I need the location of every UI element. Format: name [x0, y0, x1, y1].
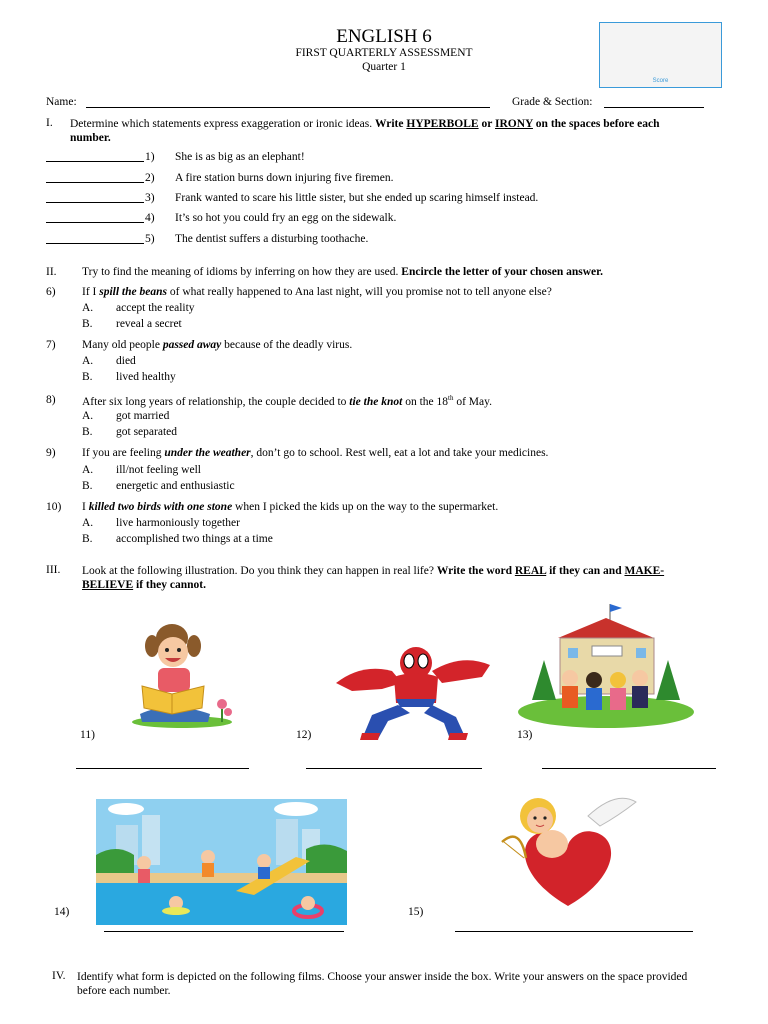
choice-9b-letter[interactable]: B. [82, 480, 93, 492]
choice-6a-letter[interactable]: A. [82, 302, 94, 314]
part2-instructions: Try to find the meaning of idioms by inferring on how they are used. Encircle the letter of your chosen answer. [82, 266, 604, 278]
choice-8b[interactable]: got separated [116, 426, 177, 438]
page-title: ENGLISH 6 [336, 26, 432, 47]
irony-keyword: IRONY [495, 118, 533, 130]
choice-10b-letter[interactable]: B. [82, 533, 93, 545]
answer-blank-2[interactable] [46, 182, 144, 183]
question-9: If you are feeling under the weather, don’t go to school. Rest well, eat a lot and take your medicines. [82, 447, 549, 459]
part1-number: I. [46, 117, 53, 129]
hyperbole-keyword: HYPERBOLE [406, 118, 479, 130]
swimming-pool-illustration [96, 799, 347, 925]
answer-blank-15[interactable] [455, 931, 693, 932]
item-15-label: 15) [408, 906, 424, 918]
answer-blank-1[interactable] [46, 161, 144, 162]
choice-9b[interactable]: energetic and enthusiastic [116, 480, 235, 492]
answer-blank-11[interactable] [76, 768, 249, 769]
choice-7b-letter[interactable]: B. [82, 371, 93, 383]
item-12-label: 12) [296, 729, 312, 741]
girl-reading-illustration [130, 622, 238, 728]
grade-section-field[interactable] [604, 107, 704, 108]
choice-7a-letter[interactable]: A. [82, 355, 94, 367]
answer-blank-14[interactable] [104, 931, 344, 932]
name-label: Name: [46, 96, 77, 108]
answer-blank-5[interactable] [46, 243, 144, 244]
assessment-subtitle: FIRST QUARTERLY ASSESSMENT [295, 47, 473, 59]
item-14-label: 14) [54, 906, 70, 918]
cupid-heart-illustration [496, 786, 640, 908]
choice-8a[interactable]: got married [116, 410, 170, 422]
question-8: After six long years of relationship, the couple decided to tie the knot on the 18th of May. [82, 394, 493, 408]
idiom-7: passed away [162, 339, 222, 351]
spiderman-illustration [332, 643, 492, 741]
answer-blank-12[interactable] [306, 768, 482, 769]
idiom-6: spill the beans [99, 286, 167, 298]
choice-6a[interactable]: accept the reality [116, 302, 195, 314]
idiom-10: killed two birds with one stone [88, 501, 233, 513]
quarter-label: Quarter 1 [362, 61, 406, 73]
choice-8b-letter[interactable]: B. [82, 426, 93, 438]
part1-instructions: Determine which statements express exaggeration or ironic ideas. Write HYPERBOLE or IRONY on the spaces before each number. [70, 118, 660, 144]
choice-8a-letter[interactable]: A. [82, 410, 94, 422]
part3-instructions: Look at the following illustration. Do you think they can happen in real life? Write the word REAL if they can and MAKE- BELIEVE if they cannot. [82, 565, 665, 591]
score-box[interactable] [599, 22, 722, 88]
name-field[interactable] [86, 107, 490, 108]
choice-9a[interactable]: ill/not feeling well [116, 464, 201, 476]
item-11-label: 11) [80, 729, 95, 741]
choice-7b[interactable]: lived healthy [116, 371, 176, 383]
answer-blank-4[interactable] [46, 222, 144, 223]
choice-6b-letter[interactable]: B. [82, 318, 93, 330]
choice-10b[interactable]: accomplished two things at a time [116, 533, 273, 545]
choice-10a[interactable]: live harmoniously together [116, 517, 240, 529]
question-7: Many old people passed away because of the deadly virus. [82, 339, 353, 351]
choice-10a-letter[interactable]: A. [82, 517, 94, 529]
idiom-9: under the weather [164, 447, 251, 459]
part2-number: II. [46, 266, 57, 278]
school-kids-illustration [518, 600, 694, 728]
part4-number: IV. [52, 970, 66, 982]
choice-9a-letter[interactable]: A. [82, 464, 94, 476]
make-believe-keyword: MAKE- [624, 565, 665, 577]
question-6: If I spill the beans of what really happened to Ana last night, will you promise not to tell anyone else? [82, 286, 552, 298]
answer-blank-13[interactable] [542, 768, 716, 769]
answer-blank-3[interactable] [46, 202, 144, 203]
question-10: I killed two birds with one stone when I picked the kids up on the way to the supermarket. [82, 501, 499, 513]
idiom-8: tie the knot [349, 395, 403, 408]
real-keyword: REAL [514, 565, 547, 577]
choice-7a[interactable]: died [116, 355, 136, 367]
item-13-label: 13) [517, 729, 533, 741]
grade-section-label: Grade & Section: [512, 96, 593, 108]
part3-number: III. [46, 564, 61, 576]
choice-6b[interactable]: reveal a secret [116, 318, 182, 330]
part4-instructions: Identify what form is depicted on the following films. Choose your answer inside the box. Write your answers on the space provided before each number. [77, 971, 688, 997]
score-label: Score [652, 78, 669, 84]
